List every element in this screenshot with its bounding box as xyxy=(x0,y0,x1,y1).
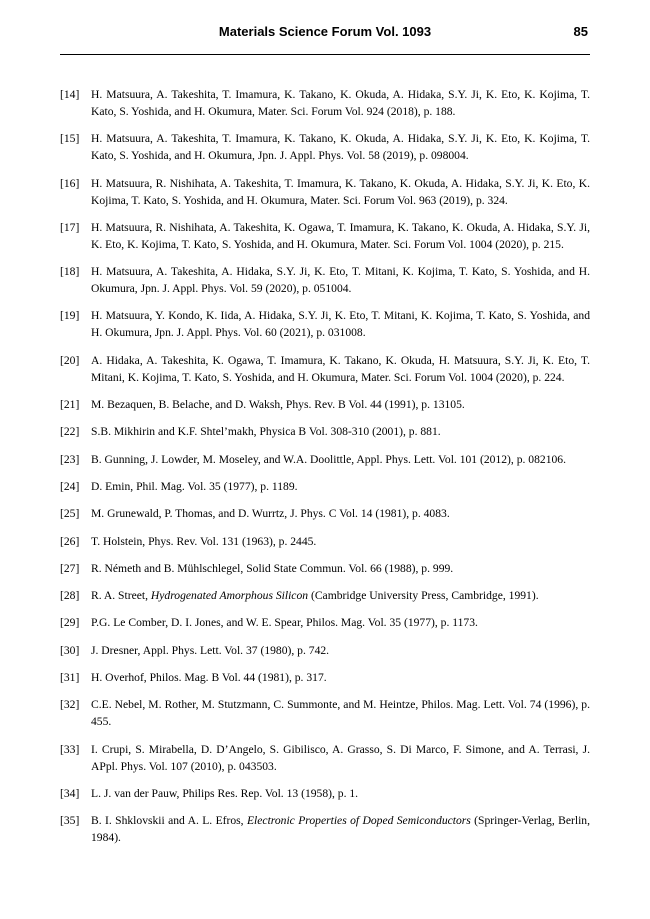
reference-number: [30] xyxy=(60,643,80,657)
reference-text: B. Gunning, J. Lowder, M. Moseley, and W.A. Doolittle, Appl. Phys. Lett. Vol. 101 (2012), p. 082106. xyxy=(91,452,566,466)
reference-text: P.G. Le Comber, D. I. Jones, and W. E. Spear, Philos. Mag. Vol. 35 (1977), p. 1173. xyxy=(91,616,478,630)
reference-list xyxy=(60,86,590,857)
reference-text: C.E. Nebel, M. Rother, M. Stutzmann, C. Summonte, and M. Heintze, Philos. Mag. Lett. Vol. 74 (1996), p. 455. xyxy=(91,698,590,729)
reference-number: [27] xyxy=(60,561,80,575)
reference-item xyxy=(60,696,590,730)
reference-number: [18] xyxy=(60,265,80,279)
reference-text: H. Matsuura, A. Takeshita, A. Hidaka, S.Y. Ji, K. Eto, T. Mitani, K. Kojima, T. Kato, S. Yoshida, and H. Okumura, Jpn. J. Appl. Phys. Vol. 59 (2020), p. 051004. xyxy=(91,265,590,296)
reference-number: [34] xyxy=(60,786,80,800)
reference-number: [35] xyxy=(60,814,80,828)
reference-item xyxy=(60,505,590,522)
reference-item xyxy=(60,812,590,846)
reference-item xyxy=(60,669,590,686)
reference-text: H. Overhof, Philos. Mag. B Vol. 44 (1981), p. 317. xyxy=(91,671,327,685)
reference-item xyxy=(60,423,590,440)
reference-item xyxy=(60,86,590,120)
reference-item xyxy=(60,560,590,577)
page-number: 85 xyxy=(573,24,588,39)
reference-item xyxy=(60,130,590,164)
reference-text: J. Dresner, Appl. Phys. Lett. Vol. 37 (1980), p. 742. xyxy=(91,643,330,657)
reference-item xyxy=(60,741,590,775)
reference-number: [24] xyxy=(60,479,80,493)
reference-book-title: Hydrogenated Amorphous Silicon xyxy=(150,589,309,603)
reference-item xyxy=(60,533,590,550)
reference-number: [25] xyxy=(60,507,80,521)
reference-text: M. Grunewald, P. Thomas, and D. Wurrtz, J. Phys. C Vol. 14 (1981), p. 4083. xyxy=(91,507,450,521)
reference-text: L. J. van der Pauw, Philips Res. Rep. Vol. 13 (1958), p. 1. xyxy=(91,786,359,800)
reference-number: [20] xyxy=(60,353,80,367)
reference-text: H. Matsuura, A. Takeshita, T. Imamura, K. Takano, K. Okuda, A. Hidaka, S.Y. Ji, K. Eto, K. Kojima, T. Kato, S. Yoshida, and H. Okumura, Jpn. J. Appl. Phys. Vol. 58 (2019), p. 098004. xyxy=(91,132,590,163)
reference-item xyxy=(60,785,590,802)
reference-number: [19] xyxy=(60,309,80,323)
reference-number: [33] xyxy=(60,742,80,756)
reference-number: [31] xyxy=(60,671,80,685)
reference-item xyxy=(60,587,590,604)
reference-book-title: Electronic Properties of Doped Semiconductors xyxy=(246,814,471,828)
reference-item xyxy=(60,478,590,495)
reference-item xyxy=(60,219,590,253)
reference-number: [28] xyxy=(60,589,80,603)
journal-title: Materials Science Forum Vol. 1093 xyxy=(218,24,432,39)
reference-text: T. Holstein, Phys. Rev. Vol. 131 (1963), p. 2445. xyxy=(91,534,317,548)
reference-text: A. Hidaka, A. Takeshita, K. Ogawa, T. Imamura, K. Takano, K. Okuda, H. Matsuura, S.Y. Ji, K. Eto, T. Mitani, K. Kojima, T. Kato, S. Yoshida, and H. Okumura, Mater. Sci. Forum Vol. 1004 (2020), p. 224. xyxy=(91,353,590,384)
reference-number: [14] xyxy=(60,88,80,101)
reference-item xyxy=(60,263,590,297)
reference-number: [21] xyxy=(60,398,80,412)
reference-item xyxy=(60,451,590,468)
reference-number: [15] xyxy=(60,132,80,146)
running-header xyxy=(60,14,590,55)
reference-text: H. Matsuura, A. Takeshita, T. Imamura, K. Takano, K. Okuda, A. Hidaka, S.Y. Ji, K. Eto, K. Kojima, T. Kato, S. Yoshida, and H. Okumura, Mater. Sci. Forum Vol. 924 (2018), p. 188. xyxy=(91,88,590,118)
reference-text: M. Bezaquen, B. Belache, and D. Waksh, Phys. Rev. B Vol. 44 (1991), p. 13105. xyxy=(91,398,465,412)
reference-text: R. Németh and B. Mühlschlegel, Solid State Commun. Vol. 66 (1988), p. 999. xyxy=(91,561,454,575)
reference-text-pre: B. I. Shklovskii and A. L. Efros, xyxy=(91,814,247,828)
reference-text-post: (Cambridge University Press, Cambridge, 1991). xyxy=(308,589,539,603)
reference-text: S.B. Mikhirin and K.F. Shtel’makh, Physica B Vol. 308-310 (2001), p. 881. xyxy=(91,425,441,439)
reference-number: [29] xyxy=(60,616,80,630)
reference-text-post: (Springer-Verlag, Berlin, 1984). xyxy=(91,814,591,845)
reference-item xyxy=(60,352,590,386)
reference-text: D. Emin, Phil. Mag. Vol. 35 (1977), p. 1189. xyxy=(91,479,298,493)
reference-item xyxy=(60,614,590,631)
reference-text: H. Matsuura, R. Nishihata, A. Takeshita, T. Imamura, K. Takano, K. Okuda, A. Hidaka, S.Y. Ji, K. Eto, K. Kojima, T. Kato, S. Yoshida, and H. Okumura, Mater. Sci. Forum Vol. 963 (2019), p. 324. xyxy=(91,176,590,207)
reference-number: [26] xyxy=(60,534,80,548)
reference-number: [32] xyxy=(60,698,80,712)
reference-item xyxy=(60,642,590,659)
reference-text: H. Matsuura, R. Nishihata, A. Takeshita, K. Ogawa, T. Imamura, K. Takano, K. Okuda, A. Hidaka, S.Y. Ji, K. Eto, K. Kojima, T. Kato, S. Yoshida, and H. Okumura, Mater. Sci. Forum Vol. 1004 (2020), p. 215. xyxy=(91,220,590,251)
reference-text: H. Matsuura, Y. Kondo, K. Iida, A. Hidaka, S.Y. Ji, K. Eto, T. Mitani, K. Kojima, T. Kato, S. Yoshida, and H. Okumura, Jpn. J. Appl. Phys. Vol. 60 (2021), p. 031008. xyxy=(91,309,590,340)
reference-number: [17] xyxy=(60,220,80,234)
reference-number: [16] xyxy=(60,176,80,190)
reference-text-pre: R. A. Street, xyxy=(91,589,151,603)
reference-item xyxy=(60,307,590,341)
reference-item xyxy=(60,396,590,413)
reference-text: I. Crupi, S. Mirabella, D. D’Angelo, S. Gibilisco, A. Grasso, S. Di Marco, F. Simone, and A. Terrasi, J. APpl. Phys. Vol. 107 (2010), p. 043503. xyxy=(91,742,590,773)
reference-number: [22] xyxy=(60,425,80,439)
reference-item xyxy=(60,175,590,209)
reference-number: [23] xyxy=(60,452,80,466)
